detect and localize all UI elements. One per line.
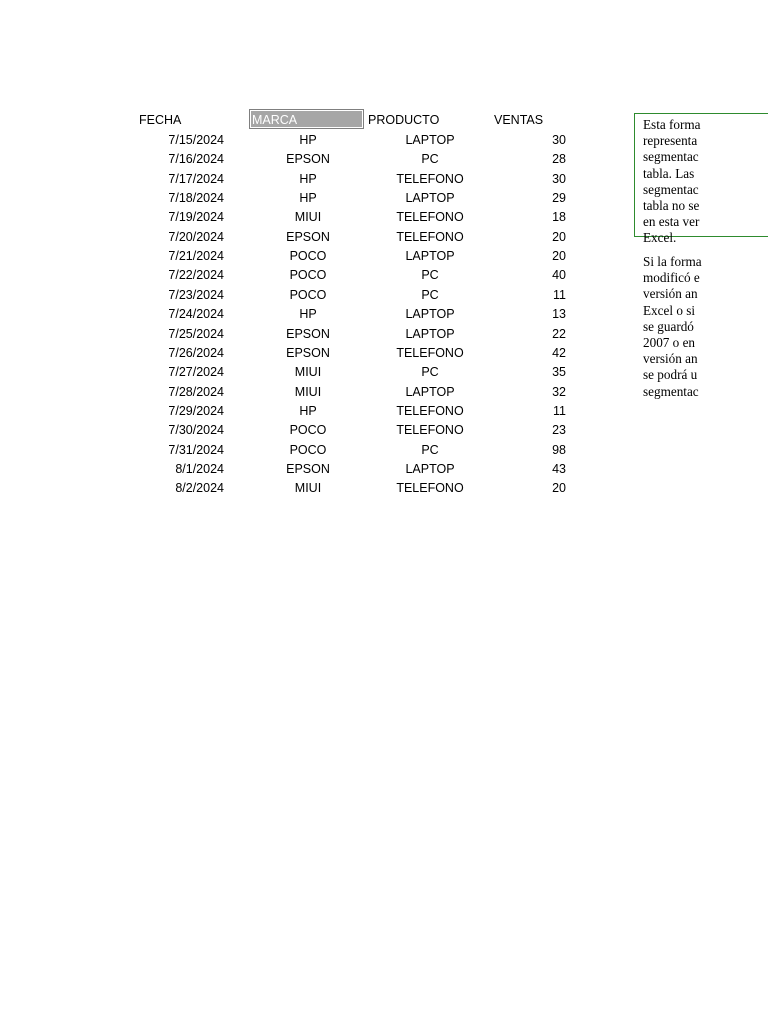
cell-producto[interactable]: TELEFONO — [396, 172, 464, 186]
cell-marca[interactable]: MIUI — [294, 210, 322, 224]
cell-fecha[interactable]: 7/29/2024 — [168, 404, 224, 418]
cell-ventas[interactable]: 42 — [552, 346, 566, 360]
header-marca-selected[interactable]: MARCA — [249, 109, 364, 129]
cell-fecha[interactable]: 7/17/2024 — [168, 172, 224, 186]
cell-marca[interactable]: EPSON — [286, 230, 330, 244]
cell-ventas[interactable]: 30 — [552, 172, 566, 186]
cell-producto[interactable]: PC — [421, 443, 439, 457]
slicer-notice-paragraph-2 — [634, 237, 768, 400]
cell-ventas[interactable]: 29 — [552, 191, 566, 205]
header-ventas[interactable]: VENTAS — [494, 113, 544, 127]
cell-fecha[interactable]: 7/28/2024 — [168, 385, 224, 399]
notice-line: segmentac — [643, 181, 699, 197]
cell-fecha[interactable]: 7/16/2024 — [168, 152, 224, 166]
notice-line: versión an — [643, 351, 698, 367]
cell-ventas[interactable]: 35 — [552, 365, 566, 379]
notice-line: se guardó — [643, 318, 694, 334]
cell-producto[interactable]: LAPTOP — [405, 191, 455, 205]
cell-fecha[interactable]: 8/1/2024 — [175, 462, 224, 476]
cell-ventas[interactable]: 98 — [552, 443, 566, 457]
cell-fecha[interactable]: 7/22/2024 — [168, 268, 224, 282]
cell-ventas[interactable]: 20 — [552, 249, 566, 263]
cell-producto[interactable]: LAPTOP — [405, 462, 455, 476]
cell-ventas[interactable]: 11 — [553, 288, 566, 302]
cell-ventas[interactable]: 28 — [552, 152, 566, 166]
notice-line: segmentac — [643, 383, 699, 399]
cell-producto[interactable]: LAPTOP — [405, 327, 455, 341]
cell-marca[interactable]: POCO — [289, 249, 327, 263]
notice-line: tabla no se — [643, 198, 700, 214]
cell-producto[interactable]: LAPTOP — [405, 133, 455, 147]
cell-ventas[interactable]: 22 — [552, 327, 566, 341]
cell-marca[interactable]: EPSON — [286, 152, 330, 166]
cell-fecha[interactable]: 7/30/2024 — [168, 423, 224, 437]
cell-fecha[interactable]: 7/15/2024 — [168, 133, 224, 147]
notice-line: se podrá u — [643, 367, 698, 383]
cell-ventas[interactable]: 43 — [552, 462, 566, 476]
cell-fecha[interactable]: 7/27/2024 — [168, 365, 224, 379]
cell-fecha[interactable]: 7/19/2024 — [168, 210, 224, 224]
cell-marca[interactable]: HP — [299, 404, 317, 418]
cell-fecha[interactable]: 7/23/2024 — [168, 288, 224, 302]
cell-producto[interactable]: TELEFONO — [396, 404, 464, 418]
cell-marca[interactable]: EPSON — [286, 327, 330, 341]
cell-fecha[interactable]: 7/21/2024 — [168, 249, 224, 263]
notice-line: Excel. — [643, 230, 677, 246]
cell-fecha[interactable]: 7/24/2024 — [168, 307, 224, 321]
notice-line: en esta ver — [643, 214, 700, 230]
cell-ventas[interactable]: 23 — [552, 423, 566, 437]
cell-marca[interactable]: POCO — [289, 288, 327, 302]
cell-producto[interactable]: LAPTOP — [405, 249, 455, 263]
cell-producto[interactable]: TELEFONO — [396, 210, 464, 224]
cell-marca[interactable]: POCO — [289, 443, 327, 457]
cell-marca[interactable]: HP — [299, 172, 317, 186]
cell-producto[interactable]: PC — [421, 268, 439, 282]
cell-marca[interactable]: MIUI — [294, 385, 322, 399]
notice-line: modificó e — [643, 270, 700, 286]
cell-ventas[interactable]: 20 — [552, 481, 566, 495]
cell-producto[interactable]: LAPTOP — [405, 307, 455, 321]
cell-marca[interactable]: POCO — [289, 423, 327, 437]
cell-producto[interactable]: PC — [421, 288, 439, 302]
cell-producto[interactable]: TELEFONO — [396, 423, 464, 437]
cell-marca[interactable]: HP — [299, 191, 317, 205]
cell-fecha[interactable]: 7/31/2024 — [168, 443, 224, 457]
notice-line: 2007 o en — [643, 335, 696, 351]
notice-line: representa — [643, 133, 698, 149]
notice-line: tabla. Las — [643, 165, 695, 181]
cell-ventas[interactable]: 32 — [552, 385, 566, 399]
cell-marca[interactable]: EPSON — [286, 346, 330, 360]
notice-line: Excel o si — [643, 302, 696, 318]
notice-line: Esta forma — [643, 117, 701, 132]
cell-ventas[interactable]: 11 — [553, 404, 566, 418]
cell-fecha[interactable]: 7/25/2024 — [168, 327, 224, 341]
cell-ventas[interactable]: 30 — [552, 133, 566, 147]
notice-line: segmentac — [643, 149, 699, 165]
cell-ventas[interactable]: 18 — [552, 210, 566, 224]
slicer-notice-box[interactable] — [634, 113, 768, 246]
cell-producto[interactable]: PC — [421, 152, 439, 166]
cell-ventas[interactable]: 40 — [552, 268, 566, 282]
cell-producto[interactable]: TELEFONO — [396, 481, 464, 495]
cell-marca[interactable]: EPSON — [286, 462, 330, 476]
cell-fecha[interactable]: 7/18/2024 — [168, 191, 224, 205]
cell-fecha[interactable]: 8/2/2024 — [175, 481, 224, 495]
cell-marca[interactable]: POCO — [289, 268, 327, 282]
cell-ventas[interactable]: 13 — [552, 307, 566, 321]
cell-ventas[interactable]: 20 — [552, 230, 566, 244]
cell-marca[interactable]: HP — [299, 307, 317, 321]
cell-fecha[interactable]: 7/20/2024 — [168, 230, 224, 244]
header-producto[interactable]: PRODUCTO — [368, 113, 440, 127]
cell-fecha[interactable]: 7/26/2024 — [168, 346, 224, 360]
notice-line: versión an — [643, 286, 698, 302]
notice-line: Si la forma — [643, 254, 702, 269]
cell-producto[interactable]: TELEFONO — [396, 230, 464, 244]
cell-producto[interactable]: PC — [421, 365, 439, 379]
cell-producto[interactable]: TELEFONO — [396, 346, 464, 360]
cell-marca[interactable]: MIUI — [294, 481, 322, 495]
cell-marca[interactable]: MIUI — [294, 365, 322, 379]
cell-producto[interactable]: LAPTOP — [405, 385, 455, 399]
header-fecha[interactable]: FECHA — [139, 113, 182, 127]
cell-marca[interactable]: HP — [299, 133, 317, 147]
slicer-notice — [634, 113, 768, 400]
